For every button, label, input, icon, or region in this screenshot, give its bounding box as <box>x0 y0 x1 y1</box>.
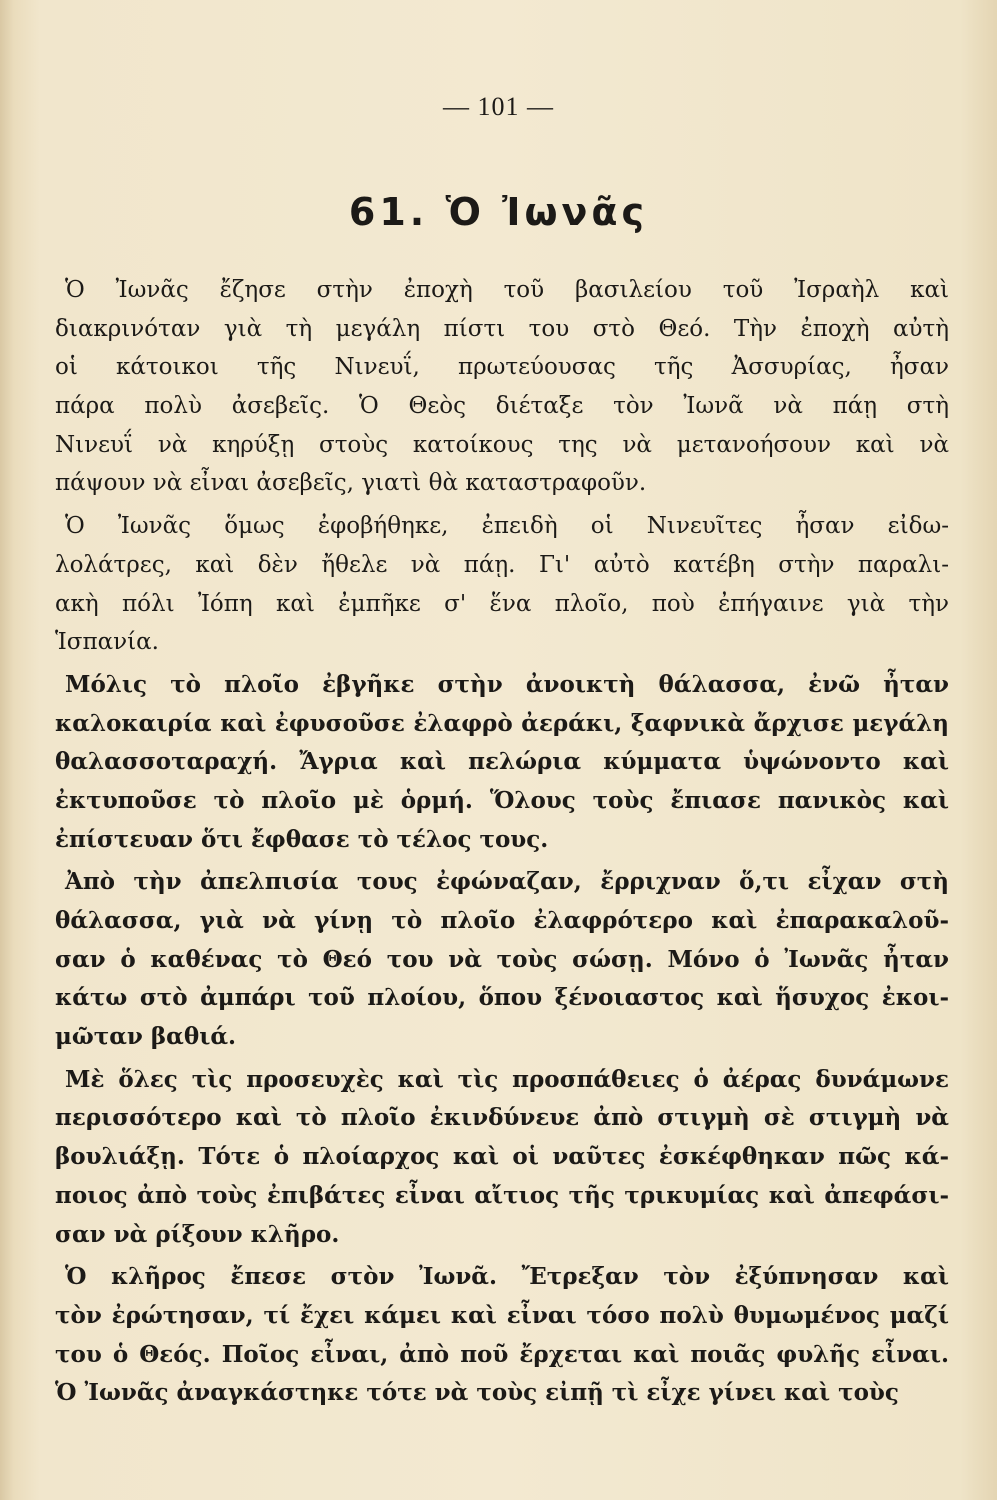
text-line: Ὁ Ἰωνᾶς ἀναγκάστηκε τότε νὰ τοὺς εἰπῇ τὶ εἶχε γίνει καὶ τοὺς <box>55 1379 899 1407</box>
paragraph <box>55 507 949 662</box>
paragraph <box>55 863 949 1056</box>
text-line: ακὴ πόλι Ἰόπη καὶ ἐμπῆκε σ' ἕνα πλοῖο, ποὺ ἐπήγαινε γιὰ τὴν <box>55 590 949 617</box>
text-line: οἱ κάτοικοι τῆς Νινευΐ, πρωτεύουσας τῆς Ἀσσυρίας, ἦσαν <box>55 354 949 381</box>
text-line: Ὁ Ἰωνᾶς ἔζησε στὴν ἐποχὴ τοῦ βασιλείου τοῦ Ἰσραὴλ καὶ <box>65 277 949 303</box>
text-line: Ἀπὸ τὴν ἀπελπισία τους ἐφώναζαν, ἔρριχναν ὅ,τι εἶχαν στὴ <box>65 868 949 896</box>
text-line: κάτω στὸ ἀμπάρι τοῦ πλοίου, ὅπου ξένοιαστος καὶ ἥσυχος ἐκοι- <box>55 984 949 1012</box>
text-line: Ὁ Ἰωνᾶς ὅμως ἐφοβήθηκε, ἐπειδὴ οἱ Νινευῖτες ἦσαν εἰδω- <box>65 513 949 540</box>
paragraph <box>55 1258 949 1413</box>
text-line: ἐπίστευαν ὅτι ἔφθασε τὸ τέλος τους. <box>55 825 549 853</box>
text-line: θαλασσοταραχή. Ἄγρια καὶ πελώρια κύμματα ὑψώνοντο καὶ <box>55 748 949 776</box>
text-line: του ὁ Θεός. Ποῖος εἶναι, ἀπὸ ποῦ ἔρχεται καὶ ποιᾶς φυλῆς εἶναι. <box>55 1340 949 1368</box>
text-line: ἐκτυποῦσε τὸ πλοῖο μὲ ὁρμή. Ὅλους τοὺς ἔπιασε πανικὸς καὶ <box>55 786 949 814</box>
text-line: μῶταν βαθιά. <box>55 1023 237 1051</box>
text-line: περισσότερο καὶ τὸ πλοῖο ἐκινδύνευε ἀπὸ στιγμὴ σὲ στιγμὴ νὰ <box>55 1104 949 1132</box>
text-line: Μόλις τὸ πλοῖο ἐβγῆκε στὴν ἀνοικτὴ θάλασσα, ἐνῶ ἦταν <box>65 670 949 698</box>
chapter-title: 61. Ὁ Ἰωνᾶς <box>348 190 649 234</box>
text-line: καλοκαιρία καὶ ἐφυσοῦσε ἐλαφρὸ ἀεράκι, ξαφνικὰ ἄρχισε μεγάλη <box>55 709 949 737</box>
text-line: τὸν ἐρώτησαν, τί ἔχει κάμει καὶ εἶναι τόσο πολὺ θυμωμένος μαζί <box>55 1301 949 1329</box>
text-line: σαν νὰ ρίξουν κλῆρο. <box>55 1220 340 1248</box>
text-line: Ὁ κλῆρος ἔπεσε στὸν Ἰωνᾶ. Ἔτρεξαν τὸν ἐξύπνησαν καὶ <box>65 1263 949 1291</box>
text-line: Ἱσπανία. <box>55 629 159 656</box>
text-line: σαν ὁ καθένας τὸ Θεό του νὰ τοὺς σώσῃ. Μόνο ὁ Ἰωνᾶς ἦταν <box>55 945 949 973</box>
text-line: πάψουν νὰ εἶναι ἀσεβεῖς, γιατὶ θὰ καταστραφοῦν. <box>55 470 647 497</box>
body-text <box>55 271 949 1417</box>
text-line: θάλασσα, γιὰ νὰ γίνῃ τὸ πλοῖο ἐλαφρότερο καὶ ἐπαρακαλοῦ- <box>55 907 949 934</box>
text-line: πάρα πολὺ ἀσεβεῖς. Ὁ Θεὸς διέταξε τὸν Ἰωνᾶ νὰ πάῃ στὴ <box>55 393 949 420</box>
paragraph <box>55 271 949 503</box>
text-line: Μὲ ὅλες τὶς προσευχὲς καὶ τὶς προσπάθειες ὁ ἀέρας δυνάμωνε <box>65 1065 949 1093</box>
text-line: διακρινόταν γιὰ τὴ μεγάλη πίστι του στὸ Θεό. Τὴν ἐποχὴ αὐτὴ <box>55 315 949 342</box>
paragraph <box>55 666 949 859</box>
text-line: Νινευΐ νὰ κηρύξῃ στοὺς κατοίκους της νὰ μετανοήσουν καὶ νὰ <box>55 431 949 458</box>
text-line: λολάτρες, καὶ δὲν ἤθελε νὰ πάῃ. Γι' αὐτὸ κατέβη στὴν παραλι- <box>55 551 949 578</box>
paragraph <box>55 1061 949 1254</box>
text-line: βουλιάξῃ. Τότε ὁ πλοίαρχος καὶ οἱ ναῦτες ἐσκέφθηκαν πῶς κά- <box>55 1143 949 1171</box>
text-line: ποιος ἀπὸ τοὺς ἐπιβάτες εἶναι αἴτιος τῆς τρικυμίας καὶ ἀπεφάσι- <box>55 1181 949 1209</box>
page-number: — 101 — <box>443 92 554 121</box>
